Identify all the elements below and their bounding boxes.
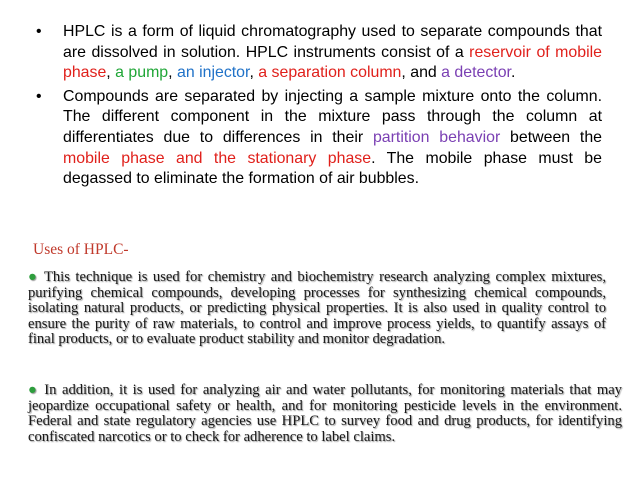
- partition-term: partition behavior: [372, 128, 501, 146]
- uses-heading: Uses of HPLC-: [33, 241, 129, 258]
- bullet-text: , and: [401, 64, 442, 82]
- detector-term: a detector: [441, 64, 511, 82]
- reservoir-term: reservoir of mobile phase: [63, 43, 602, 82]
- separator: ,: [106, 64, 116, 82]
- uses-paragraph-research: [28, 270, 606, 348]
- separator: ,: [249, 64, 259, 82]
- green-dot-icon: ●: [28, 269, 39, 285]
- uses-paragraph-environment: [28, 383, 622, 445]
- bullet-text: . The mobile phase must be degassed to eliminate the formation of air bubbles.: [63, 149, 602, 188]
- phases-term: mobile phase and the stationary phase: [63, 149, 372, 167]
- bullet-list: [36, 22, 602, 190]
- paragraph-text: This technique is used for chemistry and biochemistry research analyzing complex mixtures, purifying chemical compounds, developing processes for synthesizing chemical compounds, isolating natural products, or predicting physical properties. It is also used in quality control to ensure the purity of raw materials, to control and improve process yields, to quantify assays of final products, or to evaluate product stability and monitor degradation.: [28, 269, 606, 348]
- bullet-text: between the: [500, 128, 603, 146]
- column-term: a separation column: [258, 64, 402, 82]
- bullet-marker: •: [36, 23, 42, 40]
- separator: ,: [168, 64, 177, 82]
- paragraph-text: In addition, it is used for analyzing air and water pollutants, for monitoring materials that may jeopardize occupational safety or health, and for monitoring pesticide levels in the environment. Federal and state regulatory agencies use HPLC to survey food and drug products, for identifying confiscated narcotics or to check for adherence to label claims.: [28, 382, 622, 445]
- bullet-hplc-definition: [36, 22, 602, 84]
- bullet-text: Compounds are separated by injecting a sample mixture onto the column. The different component in the mixture pass through the column at differentiates due to differences in their: [63, 87, 602, 146]
- bullet-separation: [36, 87, 602, 190]
- bullet-text: .: [510, 64, 516, 82]
- pump-term: a pump: [115, 64, 169, 82]
- bullet-marker: •: [36, 87, 42, 105]
- green-dot-icon: ●: [28, 382, 39, 398]
- injector-term: an injector: [177, 64, 250, 82]
- bullet-text: HPLC is a form of liquid chromatography used to separate compounds that are dissolved in solution. HPLC instruments consist of a: [63, 23, 602, 61]
